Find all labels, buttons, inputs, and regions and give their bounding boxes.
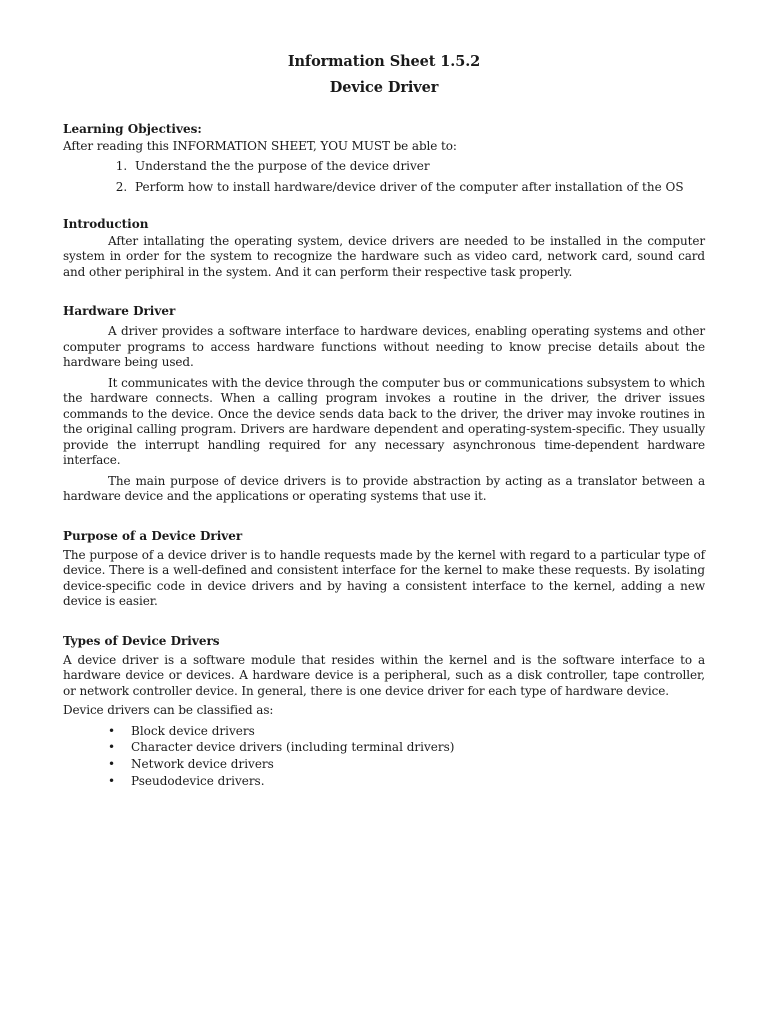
list-item-label: Pseudodevice drivers.: [131, 773, 265, 788]
types-section: [63, 633, 705, 790]
list-item: [108, 756, 705, 773]
list-item: 1. Understand the the purpose of the device driver: [131, 159, 705, 175]
learning-objectives-section: [63, 121, 705, 196]
types-heading: Types of Device Drivers: [63, 633, 220, 648]
document-title: Information Sheet 1.5.2: [287, 53, 481, 70]
bullet-icon: •: [108, 773, 116, 788]
driver-types-list: [63, 723, 705, 790]
types-classified-intro: Device drivers can be classified as:: [63, 703, 274, 717]
types-paragraph: A device driver is a software module that resides within the kernel and is the software interface to a hardware device or devices. A hardware device is a peripheral, such as a disk controller, tape controller, or network controller device. In general, there is one device driver for each type of hardware device.: [63, 652, 705, 698]
purpose-section: [63, 528, 705, 610]
introduction-paragraph: After intallating the operating system, device drivers are needed to be installed in the computer system in order for the system to recognize the hardware such as video card, network card, sound card and other periphiral in the system. And it can perform their respective task properly.: [63, 233, 705, 279]
purpose-paragraph: The purpose of a device driver is to handle requests made by the kernel with regard to a particular type of device. There is a well-defined and consistent interface for the kernel to make these requests. By isolating device-specific code in device drivers and by having a consistent interface to the kernel, adding a new device is easier.: [63, 547, 705, 608]
hardware-driver-heading: Hardware Driver: [63, 304, 176, 318]
purpose-heading: Purpose of a Device Driver: [63, 528, 243, 543]
bullet-icon: •: [108, 757, 116, 772]
learning-objectives-intro: After reading this INFORMATION SHEET, YOU MUST be able to:: [63, 139, 457, 153]
introduction-heading: Introduction: [63, 216, 149, 231]
list-item-label: Block device drivers: [131, 723, 255, 738]
list-item-label: Network device drivers: [131, 757, 274, 772]
document-page: [63, 52, 705, 790]
list-item: [108, 723, 705, 740]
bullet-icon: •: [108, 723, 116, 738]
list-item: [108, 773, 705, 790]
hardware-driver-section: [63, 303, 705, 505]
list-item-label: Character device drivers (including terminal drivers): [131, 740, 455, 755]
list-item: 2. Perform how to install hardware/device driver of the computer after installation of the OS: [131, 180, 705, 196]
hardware-driver-paragraph-3: The main purpose of device drivers is to provide abstraction by acting as a translator between a hardware device and the applications or operating systems that use it.: [63, 473, 705, 503]
hardware-driver-paragraph-1: A driver provides a software interface to hardware devices, enabling operating systems and other computer programs to access hardware functions without needing to know precise details about the hardware being used.: [63, 324, 705, 369]
hardware-driver-paragraph-2: It communicates with the device through the computer bus or communications subsystem to which the hardware connects. When a calling program invokes a routine in the driver, the driver issues commands to the device. Once the device sends data back to the driver, the driver may invoke routines in the original calling program. Drivers are hardware dependent and operating-system-specific. They usually provide the interrupt handling required for any necessary asynchronous time-dependent hardware interface.: [63, 375, 705, 467]
list-item: [108, 739, 705, 756]
learning-objectives-heading: Learning Objectives:: [63, 122, 202, 136]
objectives-list: [63, 159, 705, 196]
bullet-icon: •: [108, 740, 116, 755]
introduction-section: [63, 216, 705, 281]
document-subtitle: Device Driver: [329, 79, 439, 96]
